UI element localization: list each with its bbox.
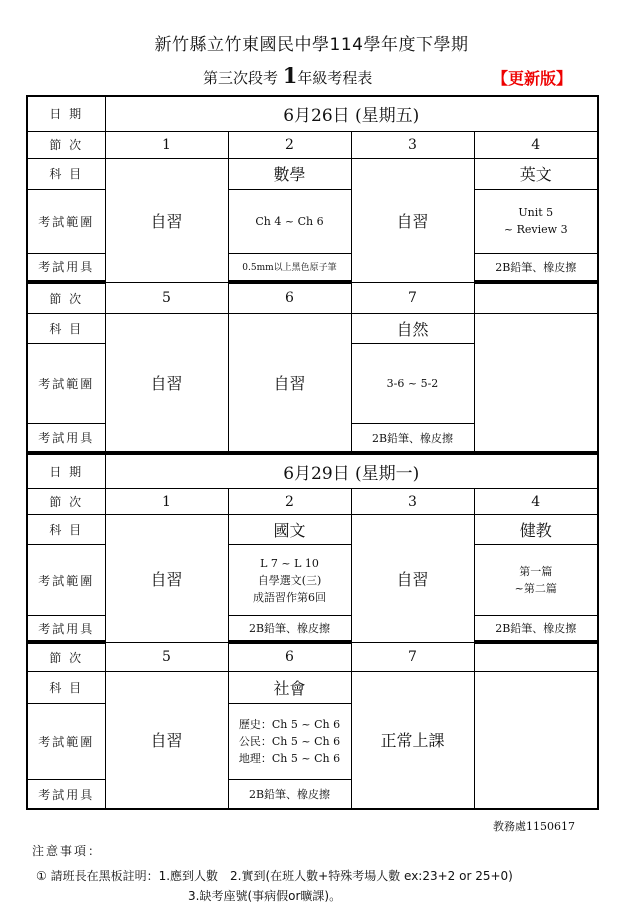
chinese-scope-line: 成語習作第6回 <box>253 590 326 604</box>
chinese-scope <box>228 545 351 615</box>
social-scope-line: 公民：Ch 5 ~ Ch 6 <box>238 735 341 749</box>
notes-heading: 注意事項： <box>32 844 103 858</box>
health-scope-line: ~第二篇 <box>514 582 557 596</box>
subject-english: 英文 <box>474 158 598 189</box>
social-scope <box>228 703 351 780</box>
period-number: 6 <box>228 282 351 313</box>
self-study-cell: 自習 <box>228 313 351 453</box>
subject-label: 科 目 <box>27 671 105 703</box>
math-scope: Ch 4 ~ Ch 6 <box>228 189 351 253</box>
subject-chinese: 國文 <box>228 515 351 545</box>
date-label: 日 期 <box>27 453 105 488</box>
subject-label: 科 目 <box>27 158 105 189</box>
period-number: 4 <box>474 131 598 158</box>
self-study-cell: 自習 <box>105 158 228 282</box>
science-tools: 2B鉛筆、橡皮擦 <box>351 424 474 453</box>
day1-am-period-row <box>27 131 598 158</box>
tools-label: 考試用具 <box>27 424 105 453</box>
doc-number: 教務處1150617 <box>493 820 575 833</box>
english-scope-line: Unit 5 <box>518 206 554 220</box>
subject-social: 社會 <box>228 671 351 703</box>
regular-class-cell: 正常上課 <box>351 671 474 809</box>
english-tools: 2B鉛筆、橡皮擦 <box>474 253 598 282</box>
period-number: 5 <box>105 642 228 671</box>
social-tools: 2B鉛筆、橡皮擦 <box>228 780 351 809</box>
updated-badge: 【更新版】 <box>492 69 573 88</box>
day1-pm-period-row <box>27 282 598 313</box>
tools-label: 考試用具 <box>27 253 105 282</box>
science-scope: 3-6 ~ 5-2 <box>351 343 474 424</box>
self-study-cell: 自習 <box>105 515 228 642</box>
day1-date: 6月26日 (星期五) <box>105 96 598 131</box>
empty-cell <box>474 313 598 453</box>
period-number: 3 <box>351 131 474 158</box>
period-number: 1 <box>105 131 228 158</box>
tools-label: 考試用具 <box>27 615 105 642</box>
math-tools: 0.5mm以上黑色原子筆 <box>228 253 351 282</box>
subject-science: 自然 <box>351 313 474 343</box>
subject-health: 健教 <box>474 515 598 545</box>
empty-cell <box>474 671 598 809</box>
chinese-scope-line: 自學選文(三) <box>257 573 322 587</box>
scope-label: 考試範圍 <box>27 545 105 615</box>
period-number: 2 <box>228 488 351 515</box>
period-number: 1 <box>105 488 228 515</box>
period-number: 6 <box>228 642 351 671</box>
period-number <box>474 282 598 313</box>
period-number: 5 <box>105 282 228 313</box>
day2-pm-period-row <box>27 642 598 671</box>
day2-am-subject-row <box>27 515 598 545</box>
scope-label: 考試範圍 <box>27 343 105 424</box>
note-line: 3.缺考座號(事病假or曠課)。 <box>188 889 342 903</box>
day2-date: 6月29日 (星期一) <box>105 453 598 488</box>
social-scope-line: 地理：Ch 5 ~ Ch 6 <box>238 752 341 766</box>
period-label: 節 次 <box>27 131 105 158</box>
period-number <box>474 642 598 671</box>
subject-math: 數學 <box>228 158 351 189</box>
exam-schedule-table <box>26 95 599 810</box>
tools-label: 考試用具 <box>27 780 105 809</box>
scope-label: 考試範圍 <box>27 189 105 253</box>
period-number: 4 <box>474 488 598 515</box>
health-scope-line: 第一篇 <box>519 565 553 579</box>
period-number: 3 <box>351 488 474 515</box>
period-number: 7 <box>351 282 474 313</box>
self-study-cell: 自習 <box>351 158 474 282</box>
period-label: 節 次 <box>27 282 105 313</box>
health-scope <box>474 545 598 615</box>
english-scope-line: ~ Review 3 <box>503 223 568 237</box>
day2-pm-subject-row <box>27 671 598 703</box>
subject-label: 科 目 <box>27 313 105 343</box>
note-line: ① 請班長在黑板註明：1.應到人數 2.實到(在班人數+特殊考場人數 ex:23+2 or 25+0) <box>36 869 513 883</box>
exam-title <box>203 63 372 88</box>
period-label: 節 次 <box>27 488 105 515</box>
date-label: 日 期 <box>27 96 105 131</box>
chinese-scope-line: L 7 ~ L 10 <box>260 556 319 570</box>
period-number: 2 <box>228 131 351 158</box>
self-study-cell: 自習 <box>351 515 474 642</box>
school-title: 新竹縣立竹東國民中學114學年度下學期 <box>154 35 469 55</box>
grade-number: 1 <box>282 63 298 88</box>
social-scope-line: 歷史：Ch 5 ~ Ch 6 <box>238 718 341 732</box>
subject-label: 科 目 <box>27 515 105 545</box>
scope-label: 考試範圍 <box>27 703 105 780</box>
health-tools: 2B鉛筆、橡皮擦 <box>474 615 598 642</box>
self-study-cell: 自習 <box>105 313 228 453</box>
exam-suffix: 年級考程表 <box>297 69 373 87</box>
period-number: 7 <box>351 642 474 671</box>
day1-pm-subject-row <box>27 313 598 343</box>
day1-am-subject-row <box>27 158 598 189</box>
english-scope <box>474 189 598 253</box>
chinese-tools: 2B鉛筆、橡皮擦 <box>228 615 351 642</box>
exam-prefix: 第三次段考 <box>203 69 279 87</box>
day1-date-row <box>27 96 598 131</box>
self-study-cell: 自習 <box>105 671 228 809</box>
period-label: 節 次 <box>27 642 105 671</box>
day2-date-row <box>27 453 598 488</box>
day2-am-period-row <box>27 488 598 515</box>
